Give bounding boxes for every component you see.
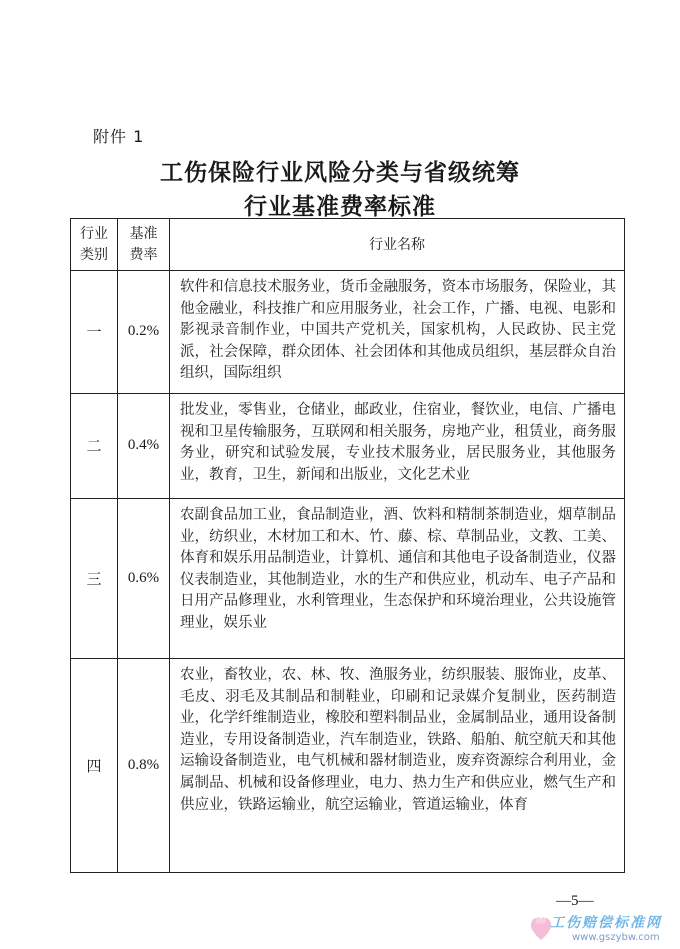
row-industry-names: 农副食品加工业，食品制造业，酒、饮料和精制茶制造业，烟草制品业，纺织业，木材加工和木、竹、藤、棕、草制品业，文教、工美、体育和娱乐用品制造业，计算机、通信和其他电子设备制造业，仪器仪表制造业，其他制造业，水的生产和供应业，机动车、电子产品和日用产品修理业，水利管理业，生态保护和环境治理业，公共设施管理业，娱乐业 [170,498,625,658]
site-watermark [528,908,678,948]
watermark-text: 工伤赔偿标准网 [550,915,662,931]
table-row [71,271,625,394]
watermark-url: www.gszybw.com [572,932,660,943]
header-rate: 基准费率 [118,219,170,271]
document-title-line1: 工伤保险行业风险分类与省级统筹 [160,159,520,186]
row-class: 一 [71,271,118,394]
table-row [71,393,625,498]
row-industry-names: 农业，畜牧业，农、林、牧、渔服务业，纺织服装、服饰业，皮革、毛皮、羽毛及其制品和制鞋业，印刷和记录媒介复制业，医药制造业，化学纤维制造业，橡胶和塑料制品业，金属制品业，通用设备制造业，专用设备制造业，汽车制造业，铁路、船舶、航空航天和其他运输设备制造业，电气机械和器材制造业，废弃资源综合利用业，金属制品、机械和设备修理业，电力、热力生产和供应业，燃气生产和供应业，铁路运输业，航空运输业，管道运输业，体育 [170,658,625,872]
row-rate: 0.2% [118,271,170,394]
row-class: 二 [71,393,118,498]
table-header-row [71,219,625,271]
row-rate: 0.6% [118,498,170,658]
header-names: 行业名称 [170,219,625,271]
industry-rate-table [70,218,625,873]
page-number: —5— [556,893,594,909]
attachment-label: 附件 1 [93,127,145,146]
row-industry-names: 批发业，零售业，仓储业，邮政业，住宿业，餐饮业，电信、广播电视和卫星传输服务，互联网和相关服务，房地产业，租赁业，商务服务业，研究和试验发展，专业技术服务业，居民服务业，其他服务业，教育，卫生，新闻和出版业，文化艺术业 [170,393,625,498]
header-class: 行业类别 [71,219,118,271]
row-class: 四 [71,658,118,872]
row-rate: 0.8% [118,658,170,872]
table-row [71,658,625,872]
row-class: 三 [71,498,118,658]
row-industry-names: 软件和信息技术服务业，货币金融服务，资本市场服务，保险业，其他金融业，科技推广和应用服务业，社会工作，广播、电视、电影和影视录音制作业，中国共产党机关，国家机构，人民政协、民主党派，社会保障，群众团体、社会团体和其他成员组织，基层群众自治组织，国际组织 [170,271,625,394]
table-row [71,498,625,658]
document-title-line2: 行业基准费率标准 [244,193,436,220]
row-rate: 0.4% [118,393,170,498]
